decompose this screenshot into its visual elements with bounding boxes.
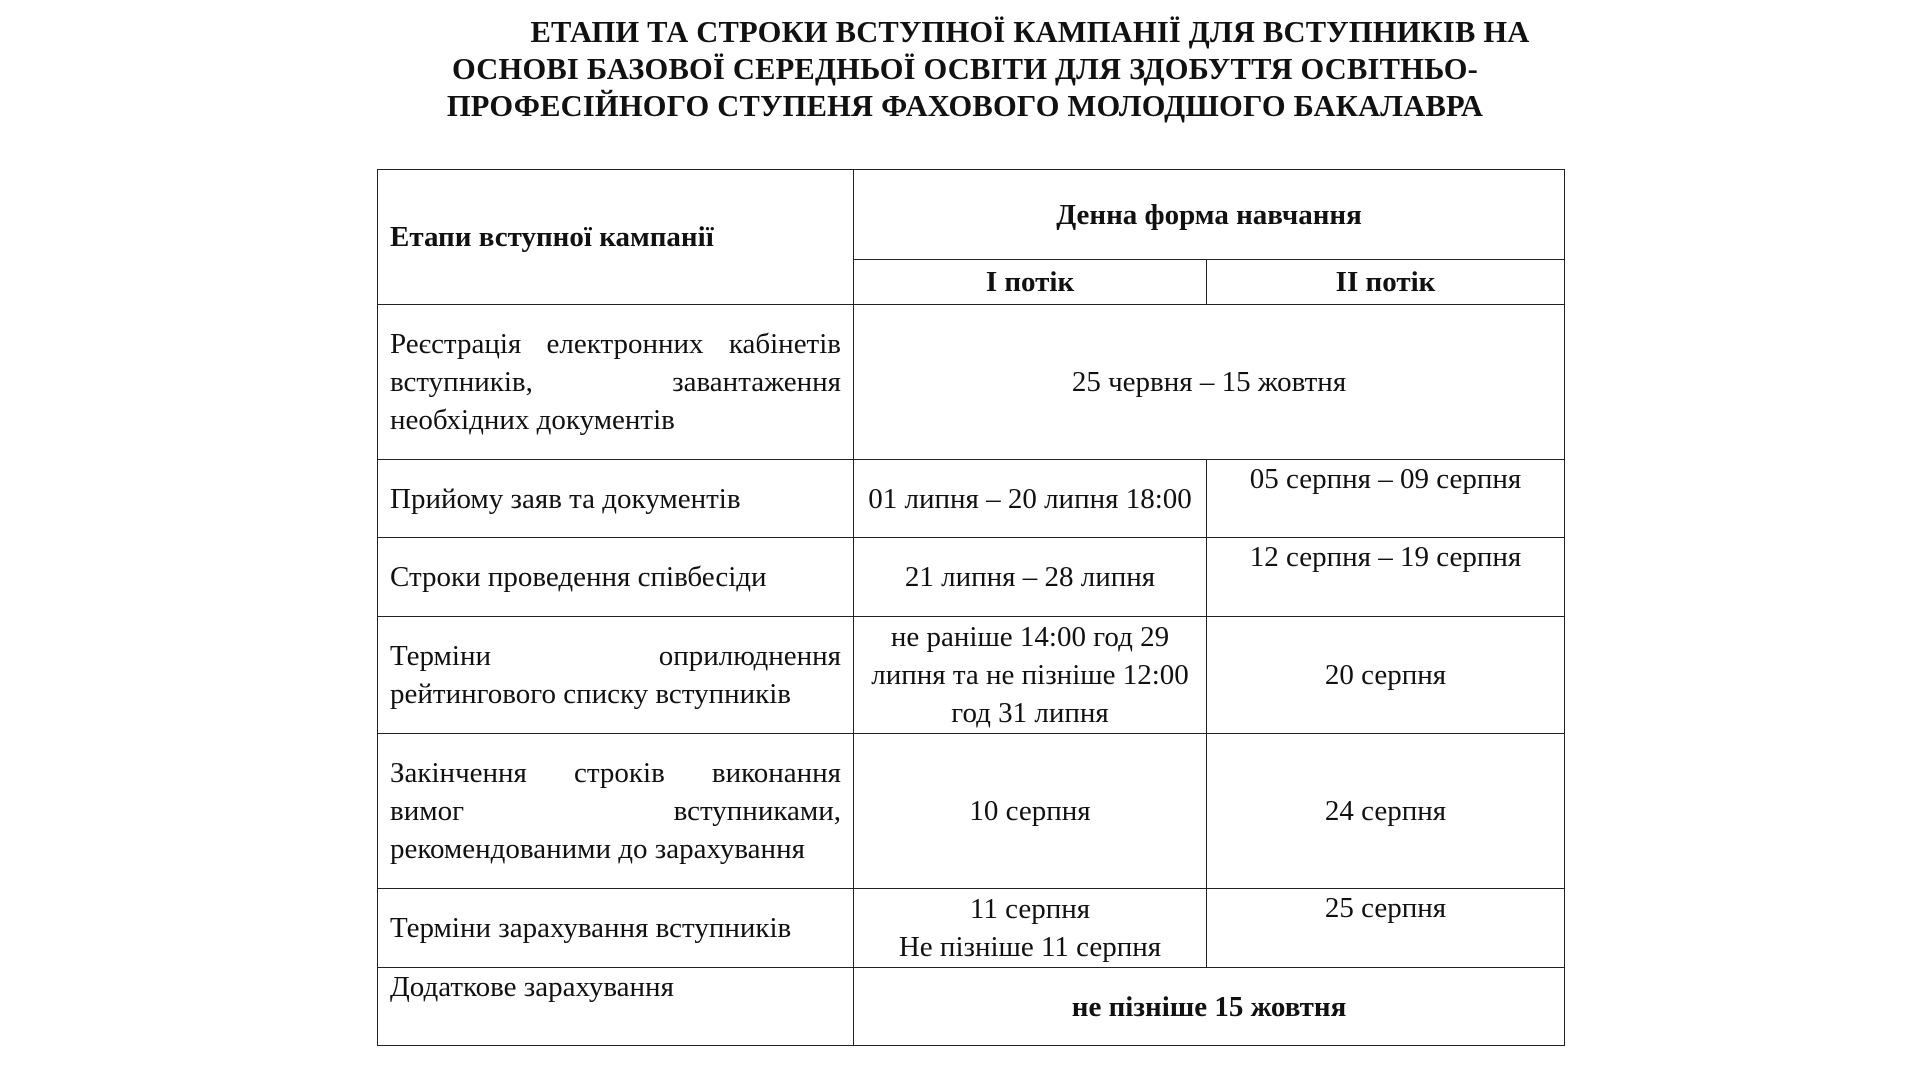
header-full-time-form: Денна форма навчання (854, 170, 1565, 260)
header-stream-1: І потік (854, 260, 1207, 305)
stage-cell: Терміни зарахування вступників (378, 889, 854, 968)
stage-cell: Додаткове зарахування (378, 968, 854, 1046)
stage-cell: Прийому заяв та документів (378, 460, 854, 538)
title-line-1: ЕТАПИ ТА СТРОКИ ВСТУПНОЇ КАМПАНІЇ ДЛЯ ВСТУПНИКІВ НА (530, 15, 1530, 49)
date-line: Не пізніше 11 серпня (898, 931, 1162, 963)
date-cell-stream-1: не раніше 14:00 год 29 липня та не пізніше 12:00 год 31 липня (854, 617, 1207, 734)
title-line-2: ОСНОВІ БАЗОВОЇ СЕРЕДНЬОЇ ОСВІТИ ДЛЯ ЗДОБУТТЯ ОСВІТНЬО- (452, 52, 1478, 86)
table-row (378, 968, 1565, 1046)
admission-stages-table (377, 169, 1565, 1046)
stage-cell: Строки проведення співбесіди (378, 538, 854, 617)
table-row (378, 889, 1565, 968)
date-cell-stream-2: 24 серпня (1207, 734, 1565, 889)
date-cell-stream-1: 21 липня – 28 липня (854, 538, 1207, 617)
document-title (300, 14, 1630, 125)
date-cell-stream-2: 12 серпня – 19 серпня (1207, 538, 1565, 617)
date-cell-stream-2: 05 серпня – 09 серпня (1207, 460, 1565, 538)
table-row (378, 617, 1565, 734)
table-row (378, 734, 1565, 889)
table-row (378, 460, 1565, 538)
date-cell-merged: не пізніше 15 жовтня (854, 968, 1565, 1046)
table-header-row (378, 170, 1565, 260)
header-stream-2: ІІ потік (1207, 260, 1565, 305)
stage-cell: Закінчення строків виконання вимог вступниками, рекомендованими до зарахування (378, 734, 854, 889)
date-cell-stream-1: 01 липня – 20 липня 18:00 (854, 460, 1207, 538)
date-cell-stream-1 (854, 889, 1207, 968)
stage-cell: Терміни оприлюднення рейтингового списку вступників (378, 617, 854, 734)
date-cell-stream-2: 25 серпня (1207, 889, 1565, 968)
date-cell-stream-2: 20 серпня (1207, 617, 1565, 734)
table-row (378, 305, 1565, 460)
stage-cell: Реєстрація електронних кабінетів вступників, завантаження необхідних документів (378, 305, 854, 460)
title-line-3: ПРОФЕСІЙНОГО СТУПЕНЯ ФАХОВОГО МОЛОДШОГО БАКАЛАВРА (446, 89, 1484, 123)
date-line: 11 серпня (969, 893, 1091, 925)
header-stages: Етапи вступної кампанії (378, 170, 854, 305)
table-row (378, 538, 1565, 617)
date-cell-merged: 25 червня – 15 жовтня (854, 305, 1565, 460)
date-cell-stream-1: 10 серпня (854, 734, 1207, 889)
